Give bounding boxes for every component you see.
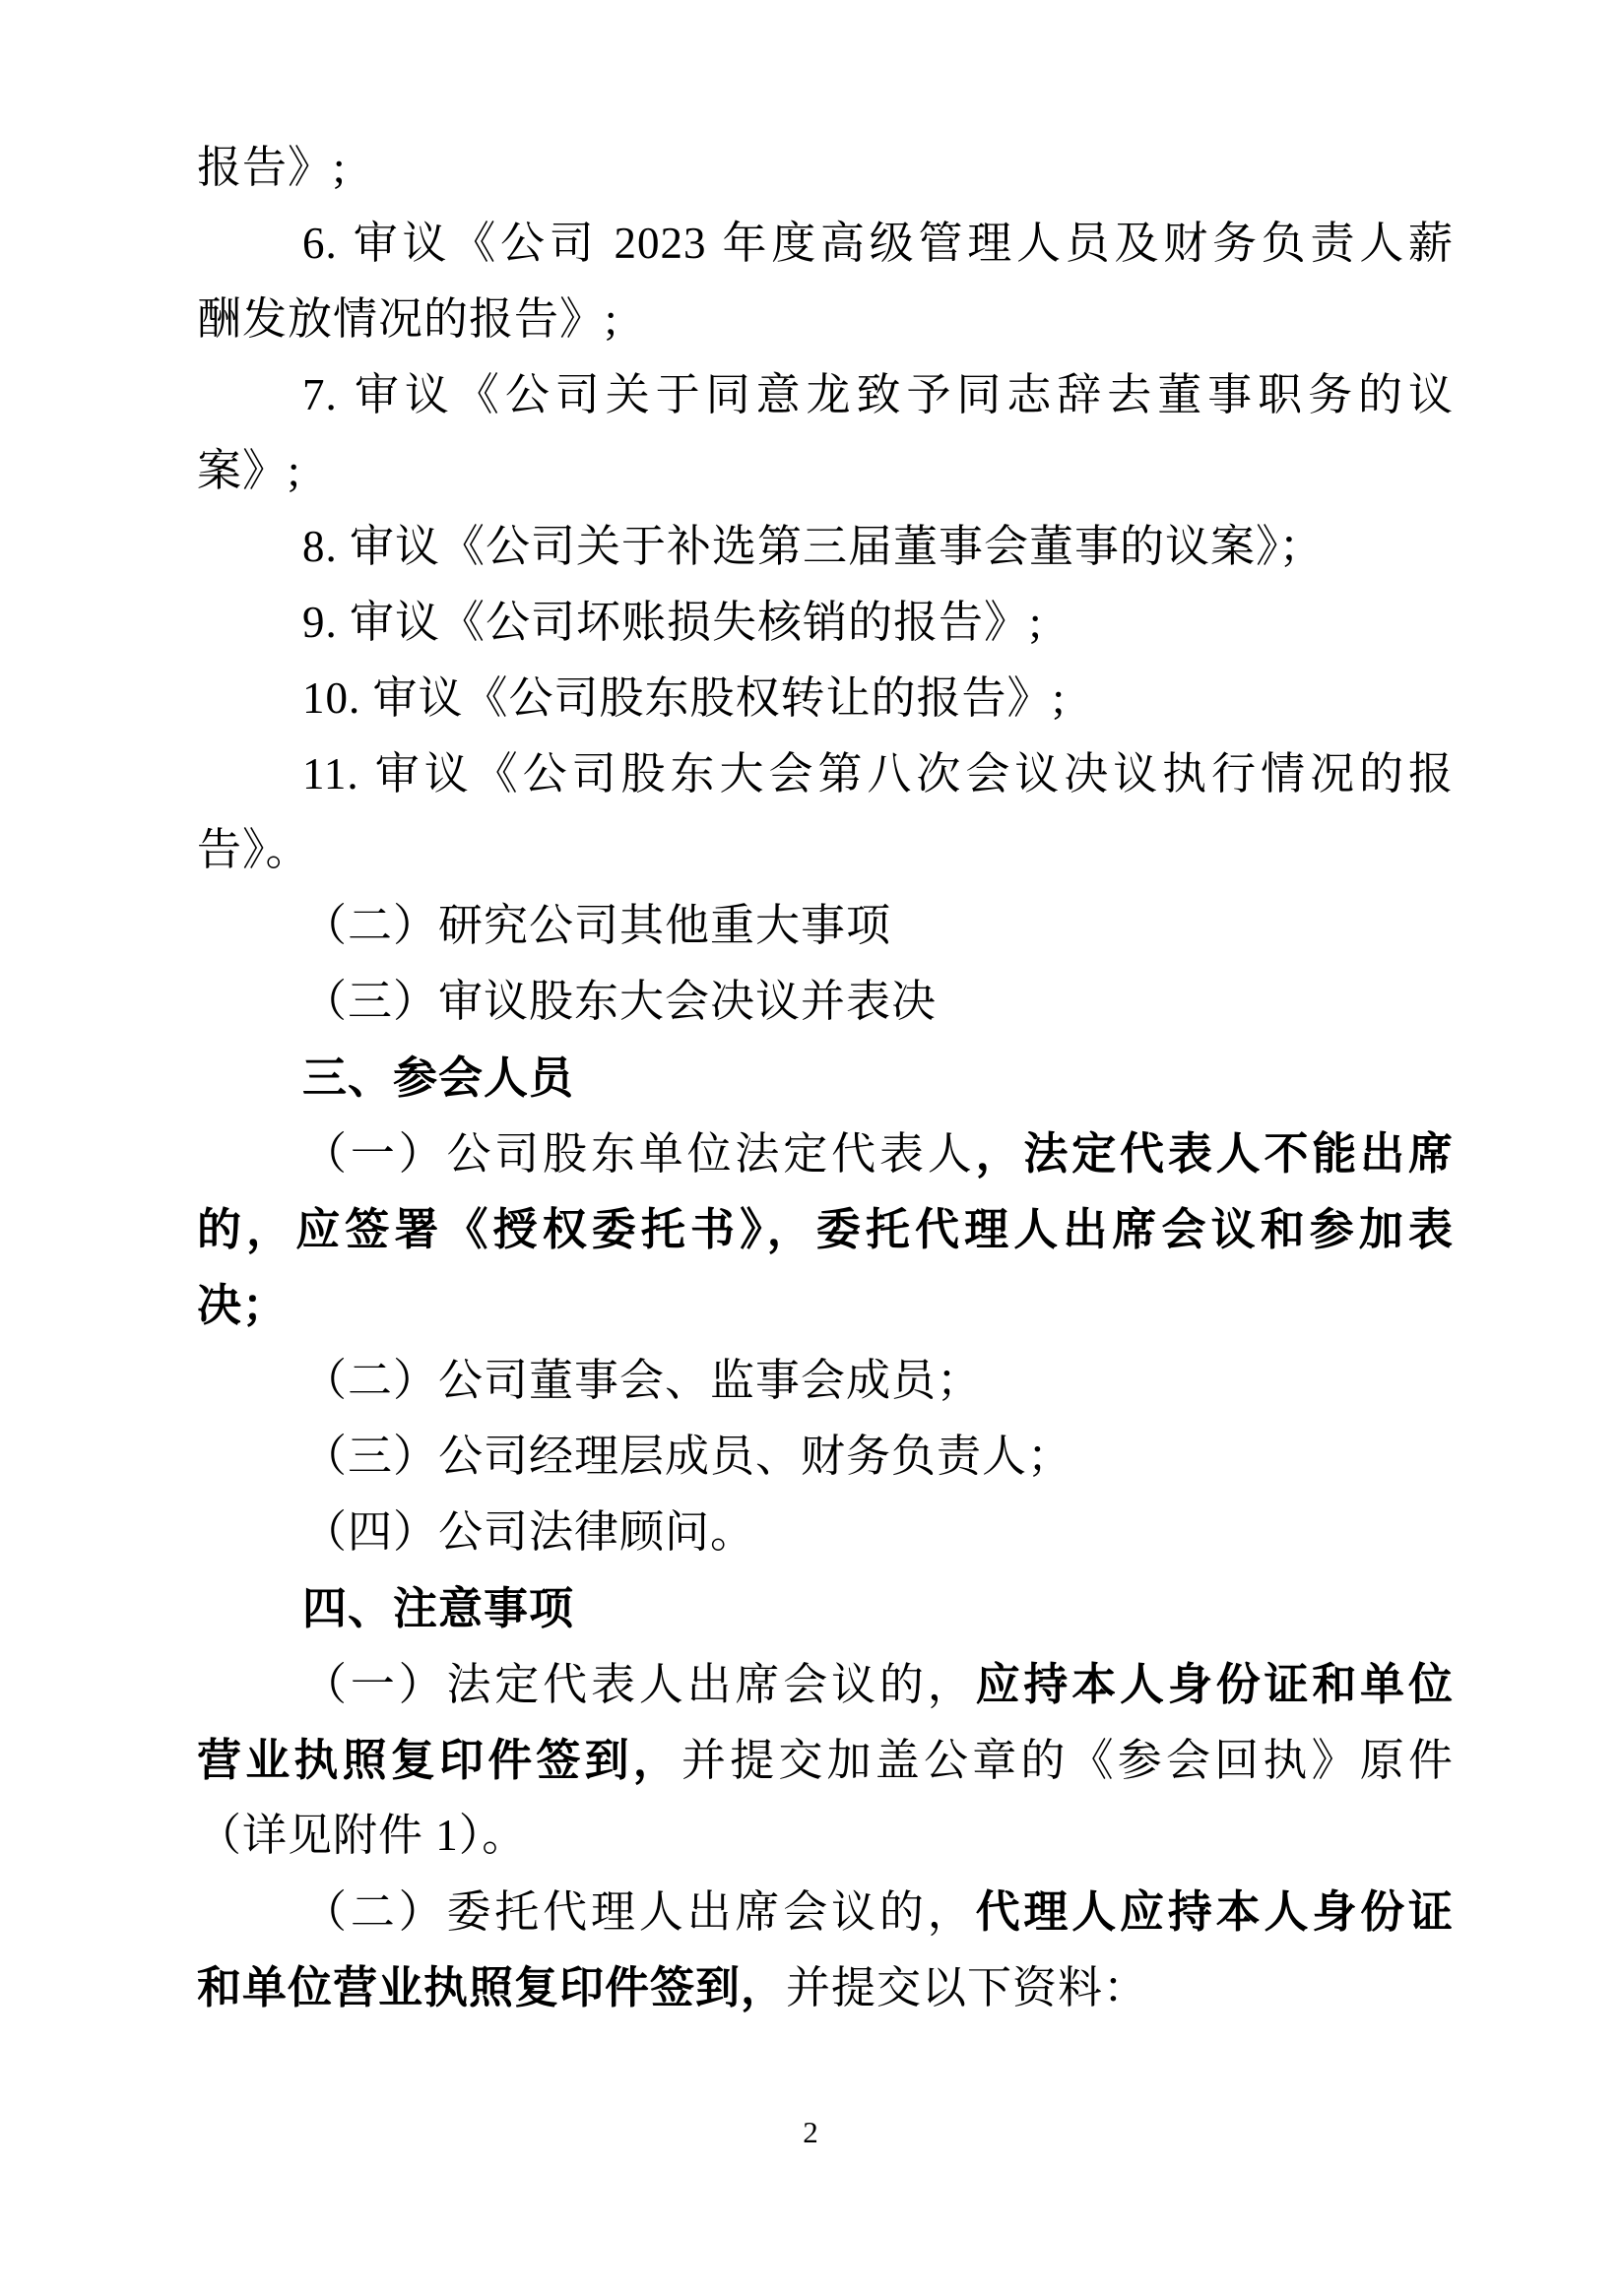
text-line (197, 812, 1454, 888)
section-heading-4 (197, 1570, 1454, 1646)
text-line (197, 130, 1454, 206)
text-run: 酬发放情况的报告》; (197, 294, 618, 344)
text-run: 四、注意事项 (302, 1583, 575, 1633)
text-run: （二）委托代理人出席会议的， (302, 1887, 976, 1937)
text-line (197, 1267, 1454, 1343)
text-line (197, 1874, 1454, 1949)
text-line (197, 1343, 1454, 1419)
text-run: （一）法定代表人出席会议的， (302, 1660, 976, 1709)
text-run: 6. 审议《公司 2023 年度高级管理人员及财务负责人薪 (302, 219, 1454, 268)
text-run: （三）公司经理层成员、财务负责人； (302, 1432, 1073, 1481)
text-line (197, 1419, 1454, 1495)
text-run: （三）审议股东大会决议并表决 (302, 977, 938, 1026)
text-line-item-8 (197, 509, 1454, 585)
text-line-item-7 (197, 357, 1454, 433)
text-run: 并提交以下资料： (786, 1963, 1149, 2012)
text-run: 并提交加盖公章的《参会回执》原件 (681, 1736, 1454, 1785)
text-run: 三、参会人员 (302, 1052, 575, 1103)
page-number: 2 (803, 2115, 818, 2149)
text-run: 案》; (197, 446, 301, 495)
text-run: （四）公司法律顾问。 (302, 1507, 756, 1557)
text-line (197, 433, 1454, 509)
text-line (197, 1191, 1454, 1267)
text-run-bold: 应持本人身份证和单位 (975, 1659, 1454, 1709)
text-run-bold: 的，应签署《授权委托书》，委托代理人出席会议和参加表 (197, 1204, 1454, 1254)
text-run: 7. 审议《公司关于同意龙致予同志辞去董事职务的议 (302, 370, 1454, 419)
text-run: 10. 审议《公司股东股权转让的报告》; (302, 673, 1067, 723)
text-line-item-11 (197, 736, 1454, 812)
text-run-bold: ，法定代表人不能出席 (975, 1128, 1454, 1179)
text-line (197, 1116, 1454, 1191)
text-run-bold: 决； (197, 1280, 289, 1330)
text-line (197, 1949, 1454, 2025)
section-heading-3 (197, 1040, 1454, 1116)
text-run-bold: 营业执照复印件签到， (197, 1735, 681, 1785)
text-line-sub3 (197, 964, 1454, 1040)
document-body (197, 130, 1454, 2025)
text-line (197, 1646, 1454, 1722)
text-line (197, 1722, 1454, 1798)
text-run: （二）公司董事会、监事会成员； (302, 1356, 983, 1405)
text-line-item-10 (197, 661, 1454, 736)
text-run: 8. 审议《公司关于补选第三届董事会董事的议案》； (302, 522, 1325, 571)
text-run-bold: 和单位营业执照复印件签到， (197, 1962, 787, 2012)
text-run: 告》。 (197, 825, 311, 874)
text-line-item-9 (197, 585, 1454, 661)
text-run: （一）公司股东单位法定代表人 (302, 1129, 976, 1179)
text-run: 11. 审议《公司股东大会第八次会议决议执行情况的报 (302, 749, 1454, 798)
text-line (197, 1798, 1454, 1874)
text-line (197, 1495, 1454, 1570)
text-run: （详见附件 1）。 (197, 1811, 528, 1860)
text-run: （二）研究公司其他重大事项 (302, 901, 892, 950)
text-run-bold: 代理人应持本人身份证 (975, 1886, 1454, 1937)
text-line-item-6 (197, 206, 1454, 282)
text-run: 报告》; (197, 143, 347, 192)
text-line (197, 282, 1454, 357)
text-line-sub2 (197, 888, 1454, 964)
text-run: 9. 审议《公司坏账损失核销的报告》; (302, 598, 1043, 647)
